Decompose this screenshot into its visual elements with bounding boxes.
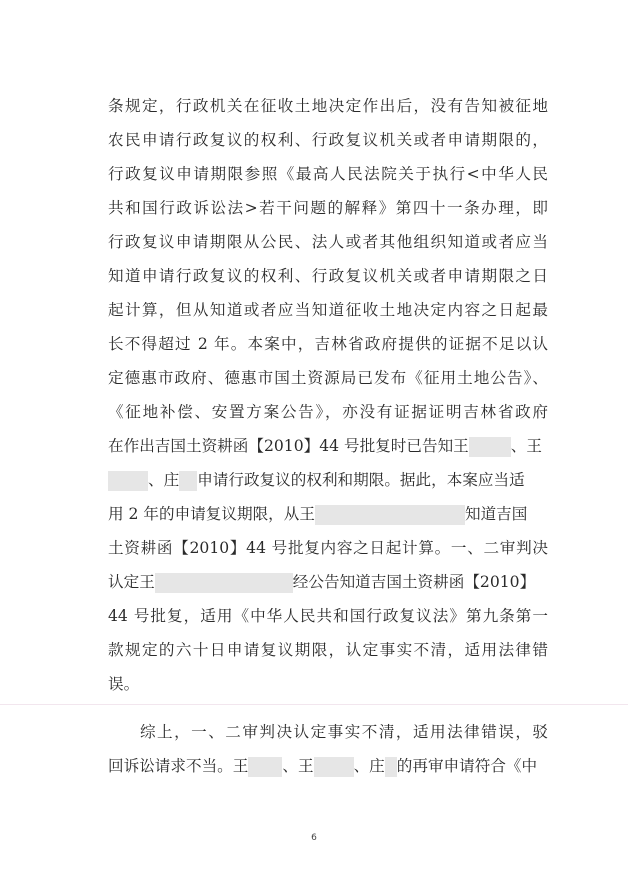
page-number: 6 xyxy=(311,833,317,843)
text-line: 44 号批复，适用《中华人民共和国行政复议法》第九条第一 xyxy=(108,607,548,625)
text-segment: 、王 xyxy=(510,437,542,455)
text-segment: 在作出吉国土资耕函【2010】44 号批复时已告知王 xyxy=(108,437,469,455)
redaction-block xyxy=(155,573,293,593)
text-line: 知道申请行政复议的权利、行政复议机关或者申请期限之日 xyxy=(108,267,548,285)
text-line: 行政复议申请期限从公民、法人或者其他组织知道或者应当 xyxy=(108,233,548,251)
text-segment: 申请行政复议的权利和期限。据此，本案应当适 xyxy=(197,471,525,489)
text-line: 《征地补偿、安置方案公告》，亦没有证据证明吉林省政府 xyxy=(108,403,548,421)
text-line: 行政复议申请期限参照《最高人民法院关于执行<中华人民 xyxy=(108,165,548,183)
text-segment: 回诉讼请求不当。王 xyxy=(108,757,249,775)
text-line: 起计算，但从知道或者应当知道征收土地决定内容之日起最 xyxy=(108,301,548,319)
text-line: 定德惠市政府、德惠市国土资源局已发布《征用土地公告》、 xyxy=(108,369,548,387)
text-line xyxy=(108,436,548,456)
text-line: 条规定，行政机关在征收土地决定作出后，没有告知被征地 xyxy=(108,97,548,115)
redaction-block xyxy=(248,757,282,777)
text-line: 款规定的六十日申请复议期限，认定事实不清，适用法律错 xyxy=(108,641,548,659)
text-line: 土资耕函【2010】44 号批复内容之日起计算。一、二审判决 xyxy=(108,539,548,557)
redaction-block xyxy=(108,471,148,491)
text-segment: 、庄 xyxy=(353,757,385,775)
text-segment: 用 2 年的申请复议期限，从王 xyxy=(108,505,315,523)
text-segment: 、王 xyxy=(282,757,314,775)
text-line xyxy=(108,756,548,776)
text-line: 共和国行政诉讼法>若干问题的解释》第四十一条办理，即 xyxy=(108,199,548,217)
text-segment: 经公告知道吉国土资耕函【2010】 xyxy=(292,573,536,591)
text-line xyxy=(108,470,548,490)
text-segment: 认定王 xyxy=(108,573,155,591)
text-line xyxy=(108,572,548,592)
text-line: 误。 xyxy=(108,675,140,693)
text-segment: 、庄 xyxy=(148,471,180,489)
redaction-block xyxy=(315,505,465,525)
redaction-block xyxy=(179,471,197,491)
text-line: 长不得超过 2 年。本案中，吉林省政府提供的证据不足以认 xyxy=(108,335,548,353)
text-line: 农民申请行政复议的权利、行政复议机关或者申请期限的， xyxy=(108,131,548,149)
text-line xyxy=(108,504,548,524)
redaction-block xyxy=(385,757,397,777)
scan-artifact-line xyxy=(0,704,628,705)
redaction-block xyxy=(469,437,511,457)
text-segment: 的再审申请符合《中 xyxy=(396,757,538,775)
redaction-block xyxy=(314,757,354,777)
text-segment: 知道吉国 xyxy=(464,505,528,523)
text-line: 综上，一、二审判决认定事实不清，适用法律错误，驳 xyxy=(140,723,548,741)
